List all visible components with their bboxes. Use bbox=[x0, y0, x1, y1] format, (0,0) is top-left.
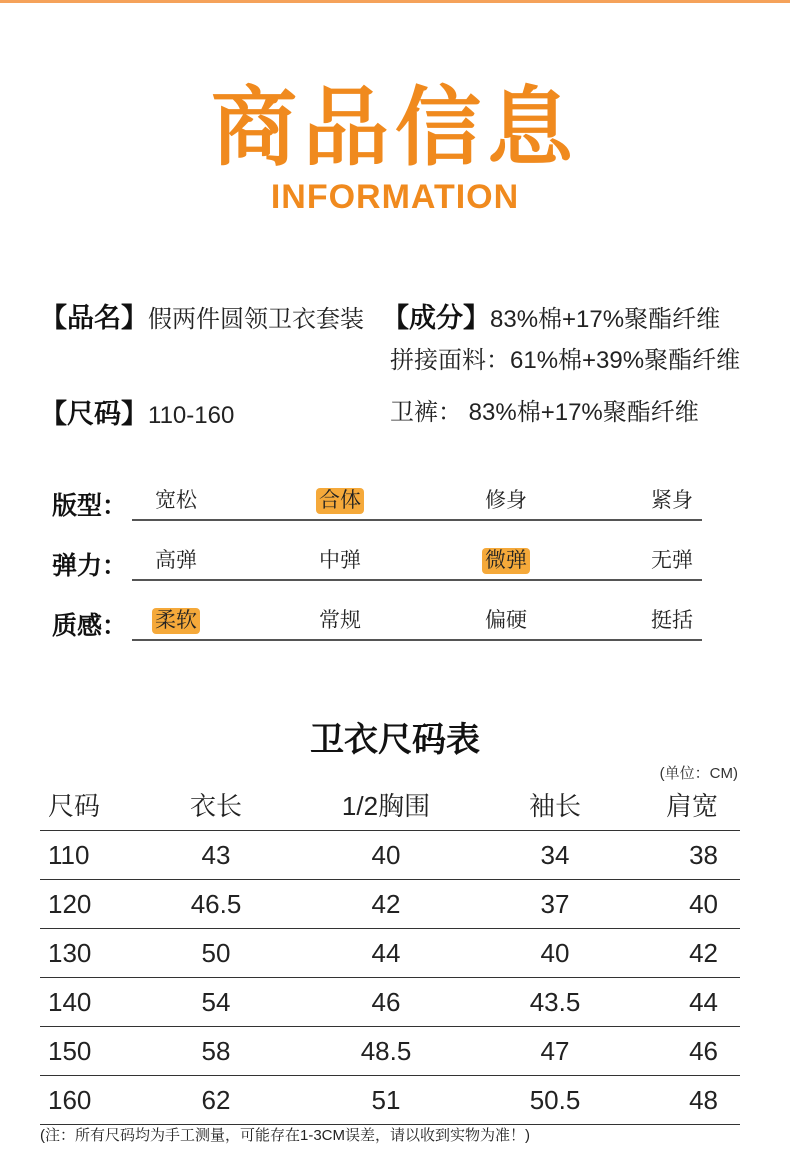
size-chart-title: 卫衣尺码表 bbox=[310, 721, 480, 759]
cell-size: 110 bbox=[48, 840, 90, 870]
cell-size: 140 bbox=[48, 987, 92, 1017]
product-name-line bbox=[40, 296, 364, 335]
attribute-option-selected: 微弹 bbox=[482, 548, 530, 574]
cell-shoulder: 38 bbox=[689, 840, 718, 870]
cell-length: 46.5 bbox=[190, 889, 242, 919]
attribute-option: 宽松 bbox=[155, 489, 197, 512]
cell-size: 150 bbox=[48, 1036, 92, 1066]
product-name-value: 假两件圆领卫衣套装 bbox=[148, 306, 364, 333]
attribute-option: 偏硬 bbox=[485, 609, 527, 632]
cell-half-chest: 46 bbox=[371, 987, 401, 1017]
cell-length: 58 bbox=[201, 1036, 231, 1066]
table-row bbox=[40, 1027, 740, 1076]
cell-length: 54 bbox=[201, 987, 231, 1017]
cell-shoulder: 44 bbox=[689, 987, 718, 1017]
cell-half-chest: 44 bbox=[371, 938, 401, 968]
attribute-row bbox=[52, 482, 702, 522]
cell-length: 62 bbox=[201, 1085, 231, 1115]
page-subtitle: INFORMATION bbox=[270, 178, 520, 216]
header-size: 尺码 bbox=[48, 791, 101, 821]
size-range-label: 【尺码】 bbox=[40, 399, 148, 429]
attribute-option: 修身 bbox=[485, 489, 527, 512]
composition-line bbox=[382, 296, 720, 335]
cell-shoulder: 42 bbox=[689, 938, 718, 968]
attribute-option: 高弹 bbox=[155, 549, 197, 572]
attribute-underline bbox=[132, 579, 702, 581]
attribute-option: 挺括 bbox=[651, 609, 693, 632]
table-row bbox=[40, 978, 740, 1027]
measurement-note: (注：所有尺码均为手工测量，可能存在1-3CM误差，请以收到实物为准！) bbox=[40, 1127, 531, 1144]
cell-sleeve: 34 bbox=[540, 840, 570, 870]
page-title: 商品信息 bbox=[211, 80, 579, 176]
attribute-option-selected: 柔软 bbox=[152, 608, 200, 634]
cell-size: 130 bbox=[48, 938, 92, 968]
attribute-option-selected: 合体 bbox=[316, 488, 364, 514]
cell-half-chest: 40 bbox=[371, 840, 401, 870]
cell-shoulder: 46 bbox=[689, 1036, 718, 1066]
cell-size: 120 bbox=[48, 889, 92, 919]
attribute-row bbox=[52, 602, 702, 642]
header-half-chest: 1/2胸围 bbox=[341, 791, 431, 821]
header-shoulder: 肩宽 bbox=[665, 791, 718, 821]
cell-half-chest: 51 bbox=[371, 1085, 401, 1115]
cell-length: 50 bbox=[201, 938, 231, 968]
attribute-label: 质感： bbox=[52, 612, 128, 640]
cell-size: 160 bbox=[48, 1085, 92, 1115]
attribute-label: 弹力： bbox=[52, 552, 128, 580]
attribute-row bbox=[52, 542, 702, 582]
attribute-option: 无弹 bbox=[651, 549, 693, 572]
table-header-row bbox=[40, 782, 740, 831]
cell-length: 43 bbox=[201, 840, 231, 870]
header-length: 衣长 bbox=[189, 791, 242, 821]
attribute-option: 中弹 bbox=[319, 549, 361, 572]
size-range-line bbox=[40, 392, 234, 431]
size-chart-unit: (单位：CM) bbox=[659, 765, 738, 782]
cell-shoulder: 40 bbox=[689, 889, 718, 919]
composition-label: 【成分】 bbox=[382, 303, 490, 333]
attribute-option: 常规 bbox=[319, 609, 361, 632]
cell-half-chest: 42 bbox=[371, 889, 401, 919]
attribute-underline bbox=[132, 639, 702, 641]
product-name-label: 【品名】 bbox=[40, 303, 148, 333]
cell-sleeve: 43.5 bbox=[529, 987, 581, 1017]
cell-sleeve: 37 bbox=[540, 889, 570, 919]
cell-sleeve: 50.5 bbox=[529, 1085, 581, 1115]
cell-sleeve: 47 bbox=[540, 1036, 570, 1066]
composition-value: 83%棉+17%聚酯纤维 bbox=[490, 306, 721, 333]
table-row bbox=[40, 1076, 740, 1125]
table-row bbox=[40, 831, 740, 880]
splice-fabric-line: 拼接面料：61%棉+39%聚酯纤维 bbox=[390, 347, 741, 374]
pants-fabric-line: 卫裤： 83%棉+17%聚酯纤维 bbox=[390, 399, 699, 426]
cell-half-chest: 48.5 bbox=[360, 1036, 412, 1066]
table-row bbox=[40, 880, 740, 929]
table-row bbox=[40, 929, 740, 978]
size-table bbox=[40, 782, 740, 1125]
header-sleeve: 袖长 bbox=[528, 791, 581, 821]
top-divider bbox=[0, 0, 790, 3]
attribute-label: 版型： bbox=[52, 492, 128, 520]
attribute-option: 紧身 bbox=[651, 489, 693, 512]
cell-shoulder: 48 bbox=[689, 1085, 718, 1115]
cell-sleeve: 40 bbox=[540, 938, 570, 968]
size-range-value: 110-160 bbox=[148, 402, 235, 429]
attribute-underline bbox=[132, 519, 702, 521]
